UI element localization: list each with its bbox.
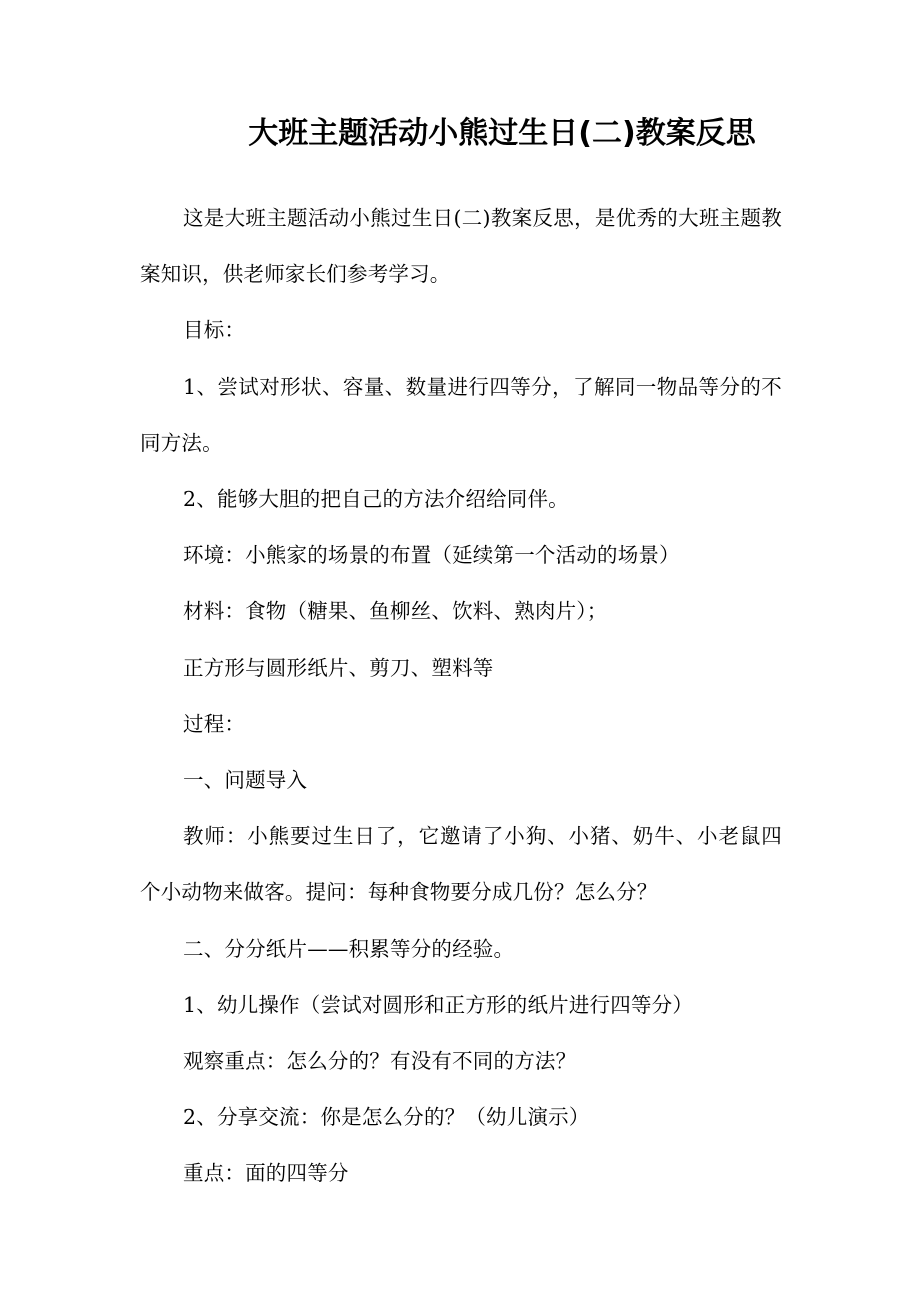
intro-paragraph: 这是大班主题活动小熊过生日(二)教案反思，是优秀的大班主题教案知识，供老师家长们参考学习。 — [140, 206, 782, 287]
goal-item-2: 2、能够大胆的把自己的方法介绍给同伴。 — [183, 487, 569, 512]
document-body — [140, 190, 782, 1202]
goal-item-1: 1、尝试对形状、容量、数量进行四等分，了解同一物品等分的不同方法。 — [140, 374, 782, 455]
observation-focus: 观察重点：怎么分的？有没有不同的方法？ — [183, 1049, 577, 1074]
process-heading: 过程： — [183, 711, 246, 736]
teacher-paragraph: 教师：小熊要过生日了，它邀请了小狗、小猪、奶牛、小老鼠四个小动物来做客。提问：每种食物要分成几份？怎么分？ — [140, 824, 782, 905]
step-1-paragraph: 1、幼儿操作（尝试对圆形和正方形的纸片进行四等分） — [183, 992, 694, 1017]
document-title: 大班主题活动小熊过生日(二)教案反思 — [248, 116, 756, 151]
materials-paragraph: 材料：食物（糖果、鱼柳丝、饮料、熟肉片）； — [183, 599, 608, 624]
step-2-paragraph: 2、分享交流：你是怎么分的？（幼儿演示） — [183, 1105, 590, 1130]
goals-heading: 目标： — [183, 318, 246, 343]
section-2-heading: 二、分分纸片——积累等分的经验。 — [183, 936, 515, 961]
materials-continued: 正方形与圆形纸片、剪刀、塑料等 — [183, 655, 494, 680]
environment-paragraph: 环境：小熊家的场景的布置（延续第一个活动的场景） — [183, 543, 680, 568]
key-point: 重点：面的四等分 — [183, 1161, 349, 1186]
section-1-heading: 一、问题导入 — [183, 768, 308, 793]
